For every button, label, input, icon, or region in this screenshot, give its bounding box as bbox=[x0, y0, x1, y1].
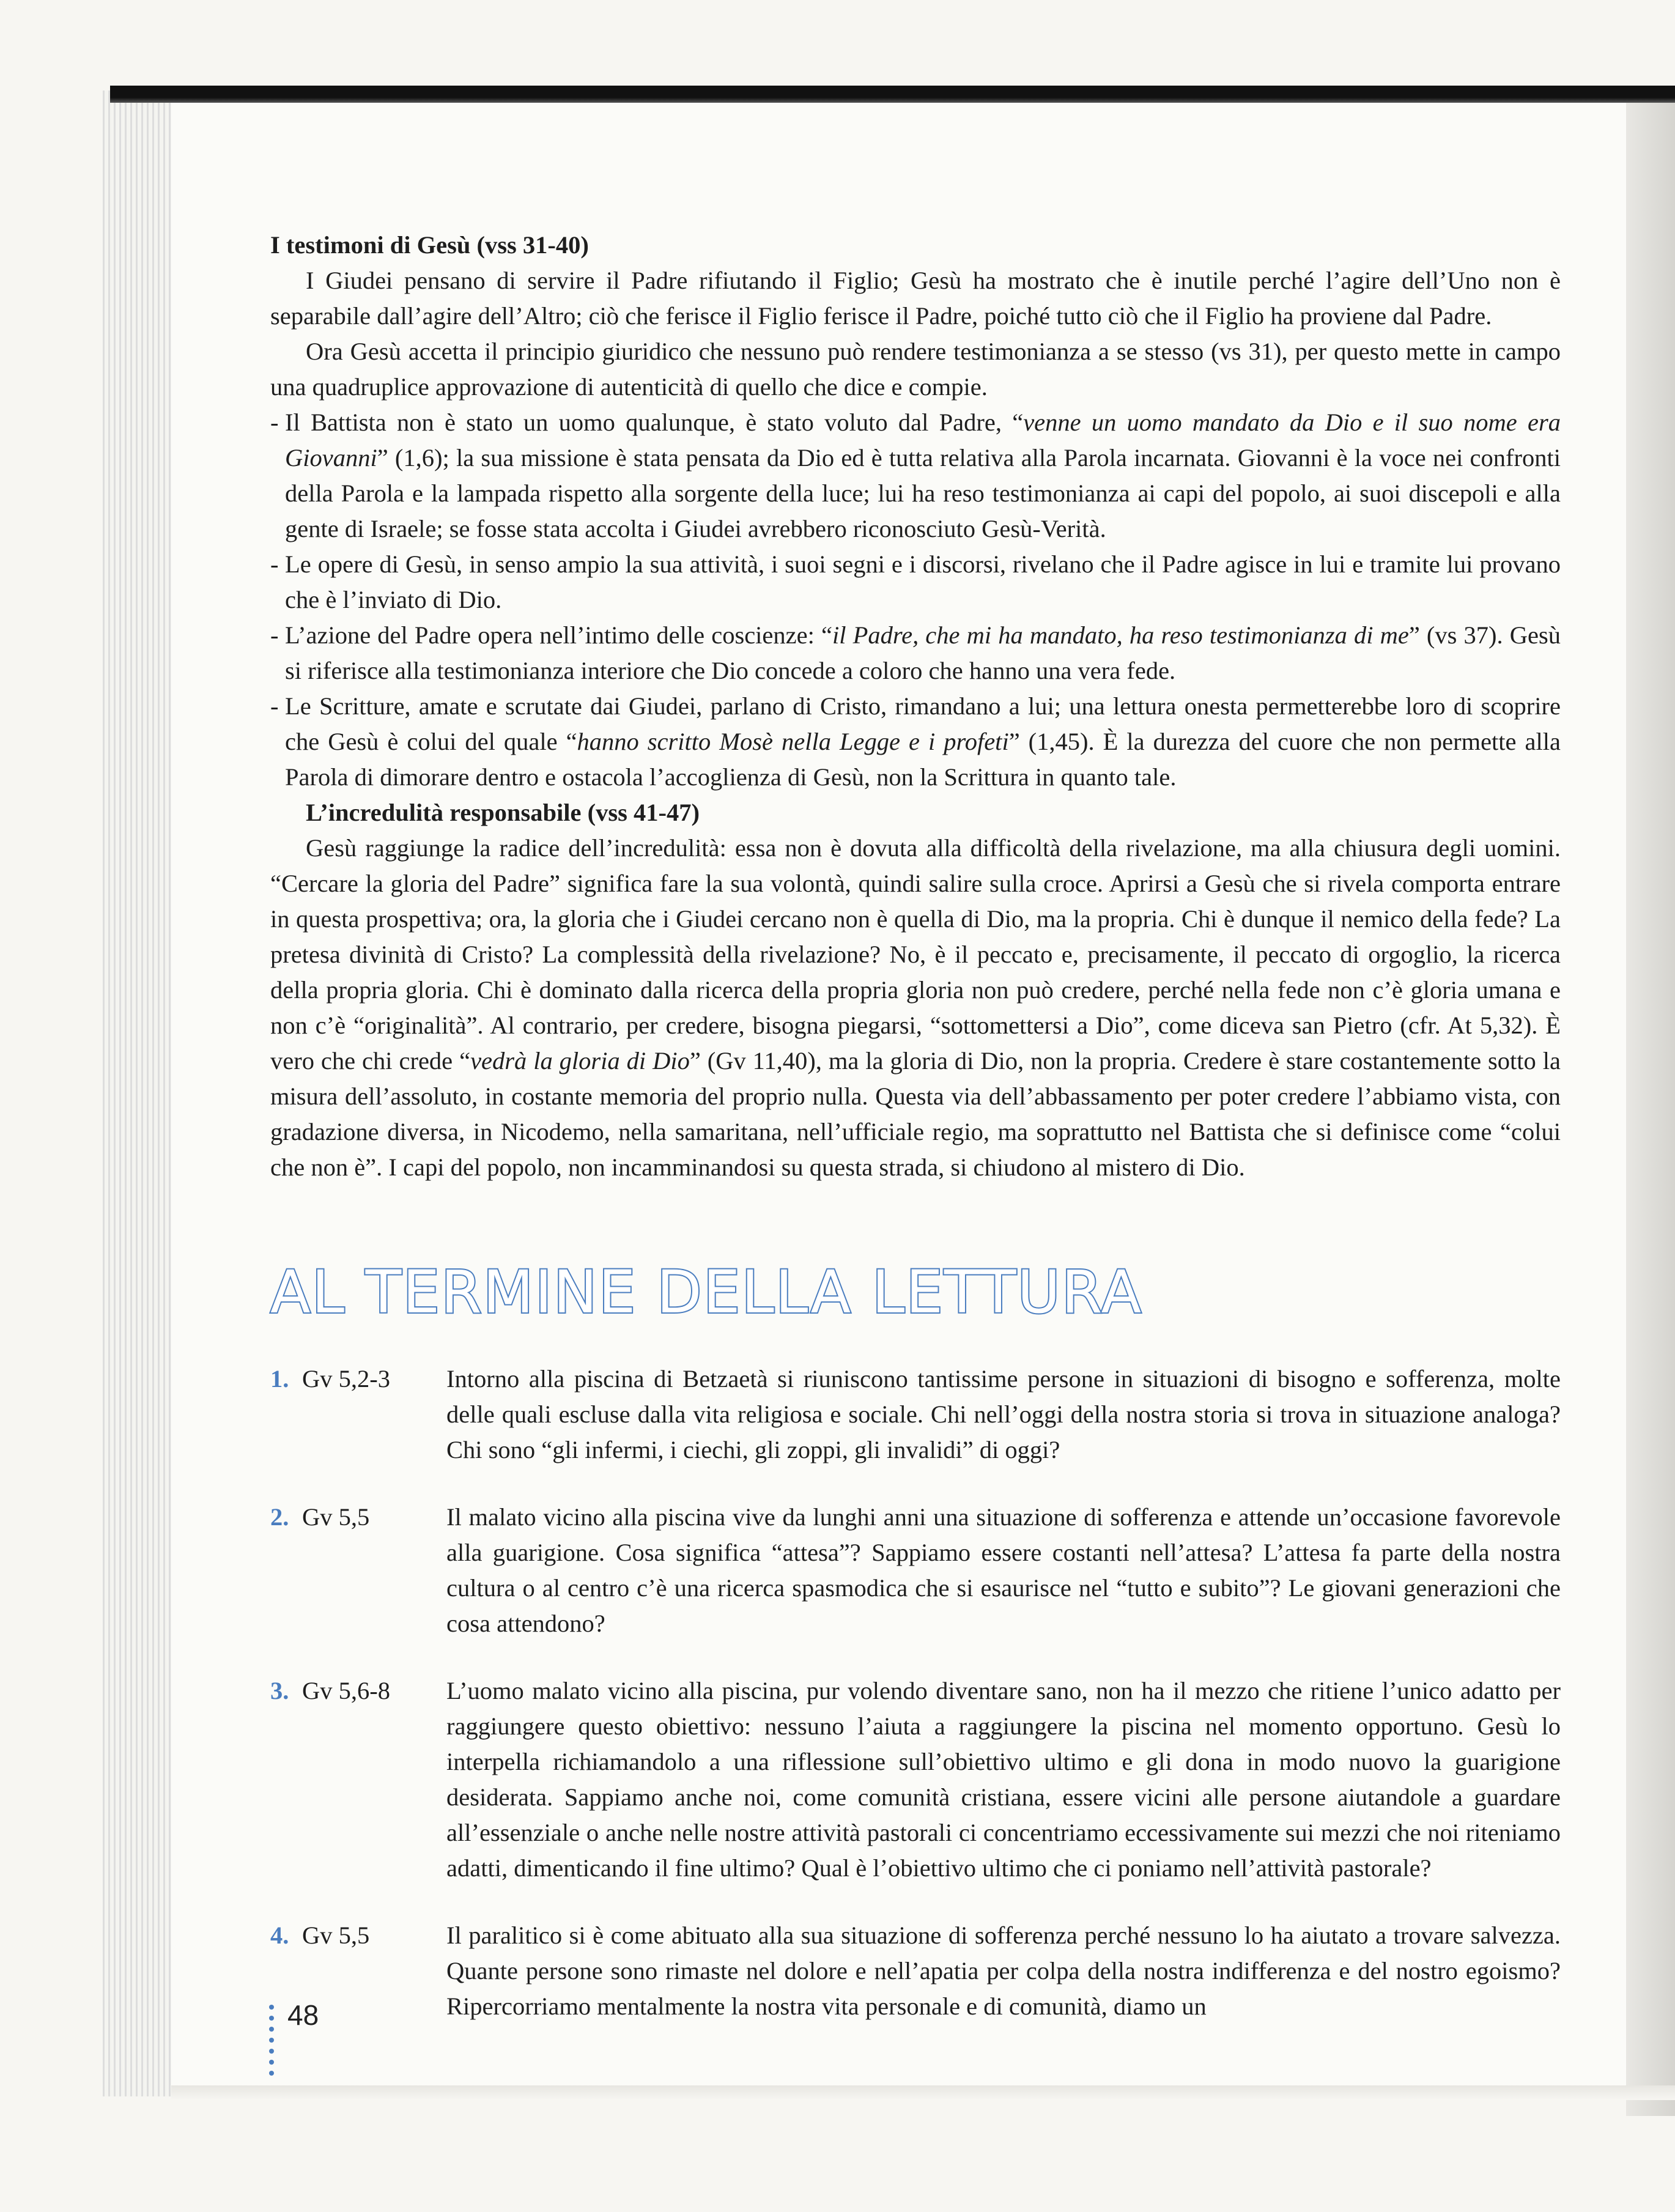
question-reference: Gv 5,2-3 bbox=[302, 1365, 390, 1393]
question-number: 4. bbox=[270, 1922, 289, 1949]
question-text: Il malato vicino alla piscina vive da lunghi anni una situazione di sofferenza e attende un’occasione favorevole alla guarigione. Cosa significa “attesa”? Sappiamo essere costanti nell’attesa? L’attesa fa parte della nostra cultura o al centro c’è una ricerca spasmodica che si esaurisce nel “tutto e subito”? Le giovani generazioni che cosa attendono? bbox=[446, 1503, 1561, 1637]
section-title-al-termine: AL TERMINE DELLA LETTURA bbox=[270, 1258, 1143, 1326]
question-text: L’uomo malato vicino alla piscina, pur volendo diventare sano, non ha il mezzo che ritiene l’unico adatto per raggiungere questo obiettivo: nessuno l’aiuta a raggiungere la piscina nel momento opportuno. Gesù lo interpella richiamandolo a una riflessione sull’obiettivo ultimo e gli dona in modo nuovo la guarigione desiderata. Sappiamo anche noi, come comunità cristiana, essere vicini alle persone aiutandole a guardare all’essenziale o anche nelle nostre attività pastorali ci concentriamo eccessivamente sui mezzi che noi riteniamo adatti, dimenticando il fine ultimo? Qual è l’obiettivo ultimo che ci poniamo nell’attività pastorale? bbox=[446, 1677, 1561, 1882]
book-page-edges bbox=[103, 91, 182, 2096]
section-heading-testimoni: I testimoni di Gesù (vss 31-40) bbox=[270, 231, 589, 259]
paragraph: I Giudei pensano di servire il Padre rifiutando il Figlio; Gesù ha mostrato che è inutile perché l’agire dell’Uno non è separabile dall’agire dell’Altro; ciò che ferisce il Figlio ferisce il Padre, poiché tutto ciò che il Figlio ha proviene dal Padre. bbox=[270, 267, 1561, 330]
page-footer bbox=[269, 2000, 319, 2076]
page-content bbox=[270, 227, 1561, 2056]
bullet-item-opere: - Le opere di Gesù, in senso ampio la sua attività, i suoi segni e i discorsi, rivelano che il Padre agisce in lui e tramite lui provano che è l’inviato di Dio. bbox=[270, 547, 1561, 618]
bullet-dash: - bbox=[270, 550, 279, 578]
bullet-item-padre: - L’azione del Padre opera nell’intimo delle coscienze: “il Padre, che mi ha mandato, ha reso testimonianza di me” (vs 37). Gesù si riferisce alla testimonianza interiore che Dio concede a coloro che hanno una vera fede. bbox=[270, 618, 1561, 689]
quote-italic: il Padre, che mi ha mandato, ha reso testimonianza di me bbox=[832, 621, 1409, 649]
paragraph: Gesù raggiunge la radice dell’incredulità: essa non è dovuta alla difficoltà della rivelazione, ma alla chiusura degli uomini. “Cercare la gloria del Padre” significa fare la sua volontà, quindi salire sulla croce. Aprirsi a Gesù che si rivela comporta entrare in questa prospettiva; ora, la gloria che i Giudei cercano non è quella di Dio, ma la propria. Chi è dunque il nemico della fede? La pretesa divinità di Cristo? La complessità della rivelazione? No, è il peccato e, precisamente, il peccato di orgoglio, la ricerca della propria gloria. Chi è dominato dalla ricerca della propria gloria non può credere, perché nella fede non c’è gloria umana e non c’è “originalità”. Al contrario, per credere, bisogna piegarsi, “sottomettersi a Dio”, come diceva san Pietro (cfr. At 5,32). È vero che chi crede “vedrà la gloria di Dio” (Gv 11,40), ma la gloria di Dio, non la propria. Credere è stare costantemente sotto la misura dell’assoluto, in costante memoria del proprio nulla. Questa via dell’abbassamento per poter credere l’abbiamo vista, con gradazione diversa, in Nicodemo, nella samaritana, nell’ufficiale regio, ma soprattutto nel Battista che si definisce come “colui che non è”. I capi del popolo, non incamminandosi su questa strada, si chiudono al mistero di Dio. bbox=[270, 834, 1561, 1181]
section-heading-incredulita: L’incredulità responsabile (vss 41-47) bbox=[306, 799, 700, 826]
bullet-dash: - bbox=[270, 621, 279, 649]
question-reference: Gv 5,5 bbox=[302, 1503, 370, 1531]
question-number: 1. bbox=[270, 1365, 289, 1393]
question-item bbox=[270, 1918, 1561, 2024]
question-reference: Gv 5,5 bbox=[302, 1922, 370, 1949]
quote-italic: vedrà la gloria di Dio bbox=[470, 1047, 690, 1075]
quote-italic: hanno scritto Mosè nella Legge e i profeti bbox=[577, 728, 1009, 755]
bullet-dash: - bbox=[270, 409, 279, 436]
question-number: 3. bbox=[270, 1677, 289, 1704]
question-item bbox=[270, 1361, 1561, 1468]
page-bottom-shadow bbox=[171, 2085, 1675, 2100]
question-text: Il paralitico si è come abituato alla sua situazione di sofferenza perché nessuno lo ha aiutato a trovare salvezza. Quante persone sono rimaste nel dolore e nell’apatia per colpa della nostra indifferenza e del nostro egoismo? Ripercorriamo mentalmente la nostra vita personale e di comunità, diamo un bbox=[446, 1922, 1561, 2020]
question-item bbox=[270, 1673, 1561, 1886]
question-item bbox=[270, 1500, 1561, 1641]
scan-top-border bbox=[110, 86, 1675, 103]
quote-italic: venne un uomo mandato da Dio e il suo nome era Giovanni bbox=[285, 409, 1561, 472]
bullet-item-scritture: - Le Scritture, amate e scrutate dai Giudei, parlano di Cristo, rimandano a lui; una lettura onesta permetterebbe loro di scoprire che Gesù è colui del quale “hanno scritto Mosè nella Legge e i profeti” (1,45). È la durezza del cuore che non permette alla Parola di dimorare dentro e ostacola l’accoglienza di Gesù, non la Scrittura in quanto tale. bbox=[270, 689, 1561, 795]
page-number: 48 bbox=[287, 1999, 319, 2031]
facing-page-edge bbox=[1626, 98, 1675, 2116]
question-number: 2. bbox=[270, 1503, 289, 1531]
dotted-accent-icon bbox=[269, 2000, 274, 2076]
question-text: Intorno alla piscina di Betzaetà si riuniscono tantissime persone in situazioni di bisogno e sofferenza, molte delle quali escluse dalla vita religiosa e sociale. Chi nell’oggi della nostra storia si trova in situazione analoga? Chi sono “gli infermi, i ciechi, gli zoppi, gli invalidi” di oggi? bbox=[446, 1365, 1561, 1463]
question-reference: Gv 5,6-8 bbox=[302, 1677, 390, 1704]
bullet-item-battista: - Il Battista non è stato un uomo qualunque, è stato voluto dal Padre, “venne un uomo mandato da Dio e il suo nome era Giovanni” (1,6); la sua missione è stata pensata da Dio ed è tutta relativa alla Parola incarnata. Giovanni è la voce nei confronti della Parola e la lampada rispetto alla sorgente della luce; lui ha reso testimonianza ai capi del popolo, ai suoi discepoli e alla gente di Israele; se fosse stata accolta i Giudei avrebbero riconosciuto Gesù-Verità. bbox=[270, 405, 1561, 547]
paragraph: Ora Gesù accetta il principio giuridico che nessuno può rendere testimonianza a se stesso (vs 31), per questo mette in campo una quadruplice approvazione di autenticità di quello che dice e compie. bbox=[270, 338, 1561, 401]
bullet-dash: - bbox=[270, 692, 279, 720]
